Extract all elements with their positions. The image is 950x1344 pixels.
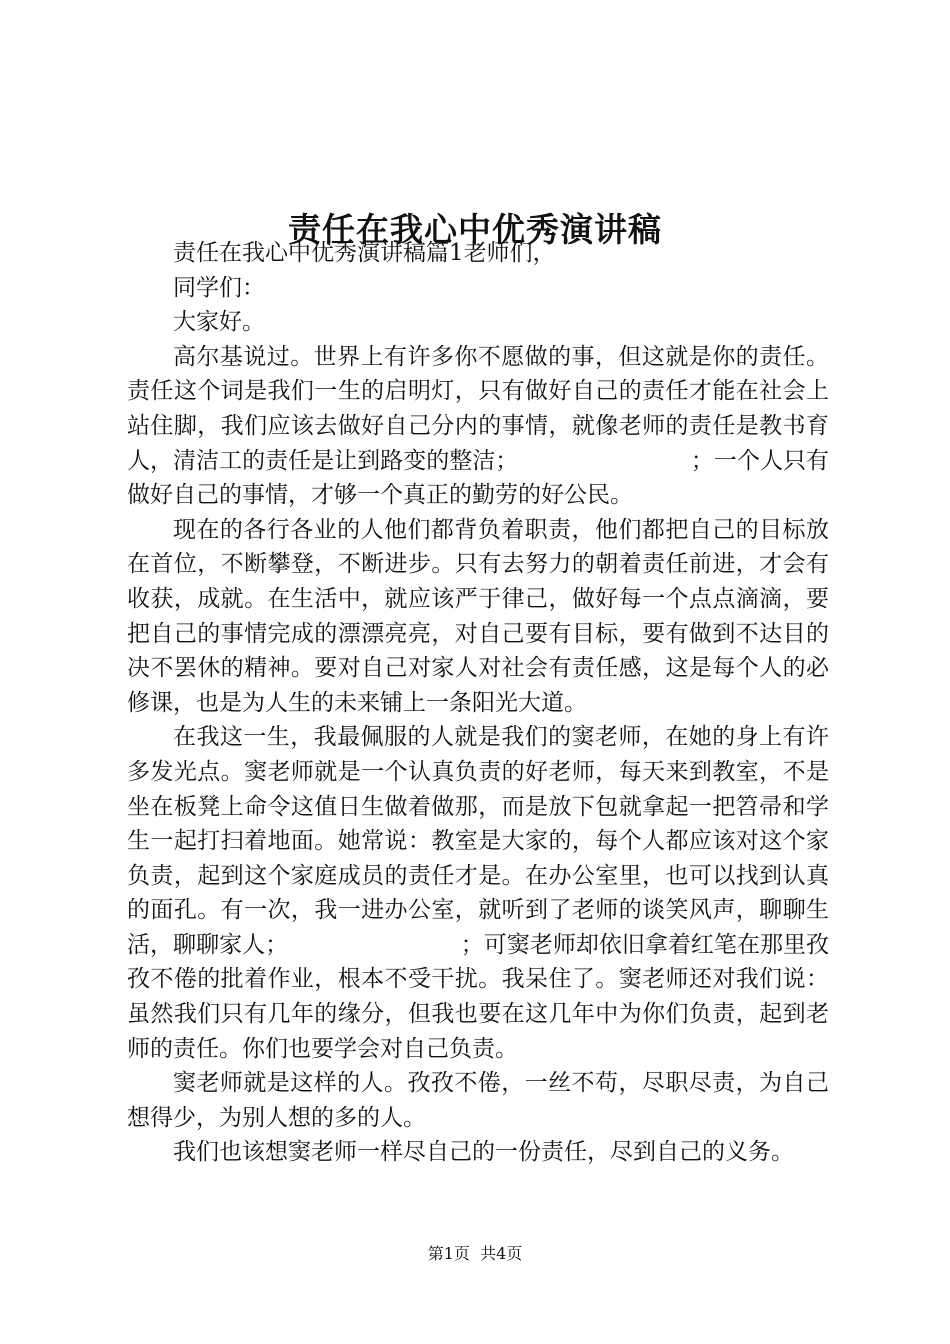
footer-separator	[470, 1244, 480, 1263]
paragraph-teacher-summary: 窦老师就是这样的人。孜孜不倦，一丝不苟，尽职尽责，为自己想得少，为别人想的多的人。	[127, 1070, 829, 1131]
paragraph-conclusion: 我们也该想窦老师一样尽自己的一份责任，尽到自己的义务。	[173, 1139, 794, 1166]
page-total: 共4页	[480, 1244, 523, 1263]
page-footer	[0, 1243, 950, 1265]
paragraph-classmates: 同学们：	[173, 274, 265, 301]
page-number: 第1页	[427, 1244, 470, 1263]
document-body	[127, 236, 829, 1170]
paragraph-teacher-dou: 在我这一生，我最佩服的人就是我们的窦老师，在她的身上有许多发光点。窦老师就是一个认真负责的好老师，每天来到教室，不是坐在板凳上命令这值日生做着做那，而是放下包就拿起一把笤帚和学生一起打扫着地面。她常说：教室是大家的，每个人都应该对这个家负责，起到这个家庭成员的责任才是。在办公室里，也可以找到认真的面孔。有一次，我一进办公室，就听到了老师的谈笑风声，聊聊生活，聊聊家人； ；可窦老师却依旧拿着红笔在那里孜孜不倦的批着作业，根本不受干扰。我呆住了。窦老师还对我们说：虽然我们只有几年的缘分，但我也要在这几年中为你们负责，起到老师的责任。你们也要学会对自己负责。	[127, 724, 829, 1062]
document-title: 责任在我心中优秀演讲稿	[288, 210, 662, 250]
paragraph-all-professions: 现在的各行各业的人他们都背负着职责，他们都把自己的目标放在首位，不断攀登，不断进步。只有去努力的朝着责任前进，才会有收获，成就。在生活中，就应该严于律己，做好每一个点点滴滴，要把自己的事情完成的漂漂亮亮，对自己要有目标，要有做到不达目的决不罢休的精神。要对自己对家人对社会有责任感，这是每个人的必修课，也是为人生的未来铺上一条阳光大道。	[127, 516, 829, 716]
paragraph-hello: 大家好。	[173, 309, 265, 336]
paragraph-gorky-quote: 高尔基说过。世界上有许多你不愿做的事，但这就是你的责任。责任这个词是我们一生的启明灯，只有做好自己的责任才能在社会上站住脚，我们应该去做好自己分内的事情，就像老师的责任是教书育人，清洁工的责任是让到路变的整洁； ；一个人只有做好自己的事情，才够一个真正的勤劳的好公民。	[127, 343, 829, 509]
paragraph-greeting: 责任在我心中优秀演讲稿篇1老师们，	[173, 240, 556, 266]
